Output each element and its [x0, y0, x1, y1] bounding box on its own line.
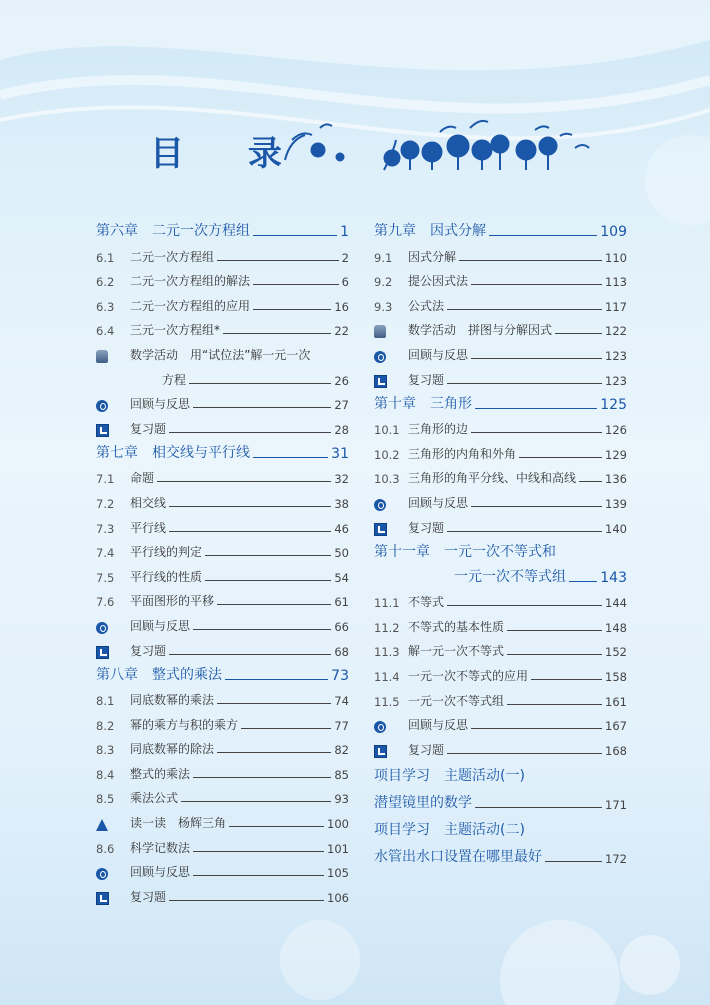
- entry-title: 命题: [130, 471, 155, 486]
- toc-entry: [96, 511, 349, 536]
- page-number: 140: [605, 521, 627, 536]
- leader-line: [447, 605, 602, 606]
- leader-line: [507, 630, 602, 631]
- section-number: 7.6: [96, 595, 115, 610]
- section-number: 8.1: [96, 694, 115, 709]
- toc-entry: [96, 684, 349, 709]
- leader-line: [193, 777, 331, 778]
- toc-entry: [374, 486, 627, 511]
- entry-title: 公式法: [408, 298, 445, 313]
- review-icon: [96, 622, 130, 634]
- section-number: 6.2: [96, 275, 115, 290]
- page-number: 1: [340, 224, 349, 240]
- leader-line: [169, 432, 331, 433]
- page-number: 38: [334, 496, 349, 511]
- entry-title: 回顾与反思: [130, 397, 191, 412]
- page-number: 50: [334, 546, 349, 561]
- page-number: 28: [334, 422, 349, 437]
- leader-line: [181, 801, 331, 802]
- entry-title: 提公因式法: [408, 274, 469, 289]
- leader-line: [475, 408, 597, 409]
- leader-line: [579, 481, 602, 482]
- section-number: 8.4: [96, 767, 115, 782]
- page-title: 目 录: [150, 134, 308, 174]
- page-number: 125: [600, 396, 627, 413]
- section-number: 7.5: [96, 570, 115, 585]
- page-number: 46: [334, 521, 349, 536]
- page-number: 144: [605, 596, 627, 611]
- page-number: 77: [334, 718, 349, 733]
- section-number: 7.3: [96, 521, 115, 536]
- entry-title: 三角形的内角和外角: [408, 446, 517, 461]
- toc-entry: [96, 659, 349, 684]
- activity-icon: [374, 325, 408, 338]
- entry-title: 第十一章 一元一次不等式和: [374, 543, 556, 560]
- toc-entry: [96, 412, 349, 437]
- toc-entry: [374, 338, 627, 363]
- leader-line: [169, 531, 331, 532]
- page-number: 148: [605, 620, 627, 635]
- page-number: 16: [334, 299, 349, 314]
- page-number: 168: [605, 743, 627, 758]
- toc-entry: [96, 265, 349, 290]
- leader-line: [459, 260, 602, 261]
- leader-line: [223, 333, 331, 334]
- page-number: 143: [600, 569, 627, 586]
- page-number: 139: [605, 496, 627, 511]
- page-number: 152: [605, 645, 627, 660]
- leader-line: [519, 457, 602, 458]
- leader-line: [193, 407, 331, 408]
- page-number: 32: [334, 472, 349, 487]
- leader-line: [555, 333, 602, 334]
- page-number: 61: [334, 595, 349, 610]
- section-number: 8.6: [96, 841, 115, 856]
- entry-title: 复习题: [130, 421, 167, 436]
- entry-title: 复习题: [408, 742, 445, 757]
- section-number: 8.5: [96, 792, 115, 807]
- page-number: 161: [605, 694, 627, 709]
- page-number: 66: [334, 619, 349, 634]
- entry-title: 二元一次方程组的解法: [130, 274, 251, 289]
- entry-title: 三角形的边: [408, 422, 469, 437]
- section-number: 6.4: [96, 324, 115, 339]
- toc-entry: [374, 659, 627, 684]
- toc-entry: [374, 511, 627, 536]
- toc-entry: [96, 560, 349, 585]
- leader-line: [471, 432, 602, 433]
- leader-line: [471, 506, 602, 507]
- page-number: 73: [331, 667, 349, 684]
- section-number: 7.1: [96, 472, 115, 487]
- entry-title: 数学活动 用“试位法”解一元一次: [130, 347, 311, 362]
- review-icon: [96, 400, 130, 412]
- entry-title: 读一读 杨辉三角: [130, 816, 227, 831]
- page-number: 123: [605, 348, 627, 363]
- toc-entry: [96, 486, 349, 511]
- activity-icon: [96, 350, 130, 363]
- entry-title: 复习题: [130, 889, 167, 904]
- page-number: 100: [327, 817, 349, 832]
- reading-icon: [96, 819, 130, 831]
- leader-line: [217, 604, 331, 605]
- leader-line: [489, 235, 597, 236]
- toc-entry: [374, 635, 627, 660]
- entry-title: 回顾与反思: [130, 618, 191, 633]
- leader-line: [189, 383, 331, 384]
- toc-entry: [96, 609, 349, 634]
- toc-entry: [374, 289, 627, 314]
- entry-title: 幂的乘方与积的乘方: [130, 717, 239, 732]
- leader-line: [229, 826, 324, 827]
- entry-title: 回顾与反思: [408, 347, 469, 362]
- toc-entry: [374, 839, 627, 866]
- toc-entry: [374, 709, 627, 734]
- page-number: 22: [334, 324, 349, 339]
- leader-line: [193, 875, 324, 876]
- toc-entry: [374, 561, 627, 586]
- entry-title: 一元一次不等式组: [454, 568, 566, 585]
- entry-title: 平行线的判定: [130, 545, 203, 560]
- section-number: 9.3: [374, 299, 393, 314]
- entry-title: 数学活动 拼图与分解因式: [408, 323, 553, 338]
- entry-title: 回顾与反思: [130, 865, 191, 880]
- toc-right-column: [374, 215, 627, 866]
- leader-line: [545, 861, 602, 862]
- entry-title: 项目学习 主题活动(一): [374, 767, 525, 784]
- entry-title: 相交线: [130, 495, 167, 510]
- section-number: 11.1: [374, 596, 400, 611]
- toc-entry: [96, 289, 349, 314]
- section-number: 11.4: [374, 669, 400, 684]
- toc-entry: [96, 338, 349, 363]
- entry-title: 方程: [162, 372, 187, 387]
- toc-entry: [96, 536, 349, 561]
- page-number: 101: [327, 841, 349, 856]
- toc-entry: [374, 413, 627, 438]
- section-number: 11.2: [374, 620, 400, 635]
- page-number: 136: [605, 472, 627, 487]
- toc-entry: [374, 536, 627, 561]
- entry-title: 平行线: [130, 520, 167, 535]
- toc-entry: [374, 586, 627, 611]
- leader-line: [507, 704, 602, 705]
- page-number: 129: [605, 447, 627, 462]
- page-number: 122: [605, 324, 627, 339]
- page-number: 54: [334, 570, 349, 585]
- entry-title: 解一元一次不等式: [408, 644, 505, 659]
- leader-line: [157, 481, 331, 482]
- page-number: 113: [605, 275, 627, 290]
- entry-title: 回顾与反思: [408, 495, 469, 510]
- toc-entry: [96, 437, 349, 462]
- toc-entry: [374, 812, 627, 839]
- leader-line: [205, 555, 331, 556]
- leader-line: [205, 580, 331, 581]
- entry-title: 三元一次方程组*: [130, 323, 221, 338]
- exercise-icon: [96, 892, 130, 905]
- leader-line: [531, 679, 602, 680]
- page-number: 93: [334, 792, 349, 807]
- page-number: 85: [334, 767, 349, 782]
- leader-line: [447, 383, 602, 384]
- toc-entry: [374, 785, 627, 812]
- page-number: 105: [327, 866, 349, 881]
- leader-line: [253, 309, 331, 310]
- toc-left-column: [96, 215, 349, 905]
- review-icon: [374, 721, 408, 733]
- entry-title: 同底数幂的除法: [130, 742, 215, 757]
- toc-entry: [374, 733, 627, 758]
- page-number: 158: [605, 669, 627, 684]
- leader-line: [253, 284, 339, 285]
- entry-title: 复习题: [408, 520, 445, 535]
- entry-title: 一元一次不等式的应用: [408, 668, 529, 683]
- toc-entry: [374, 437, 627, 462]
- toc-entry: [96, 880, 349, 905]
- exercise-icon: [374, 745, 408, 758]
- review-icon: [96, 868, 130, 880]
- page-number: 167: [605, 719, 627, 734]
- exercise-icon: [374, 523, 408, 536]
- review-icon: [374, 499, 408, 511]
- page-number: 110: [605, 250, 627, 265]
- toc-entry: [96, 215, 349, 240]
- page-number: 31: [331, 445, 349, 462]
- section-number: 8.3: [96, 743, 115, 758]
- entry-title: 二元一次方程组: [130, 249, 215, 264]
- section-number: 6.3: [96, 299, 115, 314]
- section-number: 8.2: [96, 718, 115, 733]
- toc-entry: [96, 733, 349, 758]
- toc-entry: [374, 684, 627, 709]
- flower-decoration: [0, 0, 710, 200]
- section-number: 10.3: [374, 472, 400, 487]
- entry-title: 潜望镜里的数学: [374, 794, 472, 811]
- page-number: 172: [605, 851, 627, 866]
- entry-title: 二元一次方程组的应用: [130, 298, 251, 313]
- toc-entry: [374, 610, 627, 635]
- leader-line: [569, 581, 597, 582]
- toc-entry: [374, 314, 627, 339]
- entry-title: 第六章 二元一次方程组: [96, 223, 250, 239]
- entry-title: 一元一次不等式组: [408, 693, 505, 708]
- leader-line: [475, 807, 602, 808]
- page-number: 2: [341, 250, 349, 265]
- entry-title: 科学记数法: [130, 840, 191, 855]
- page-number: 74: [334, 694, 349, 709]
- entry-title: 不等式: [408, 595, 445, 610]
- toc-entry: [374, 265, 627, 290]
- review-icon: [374, 351, 408, 363]
- toc-entry: [96, 782, 349, 807]
- toc-entry: [96, 585, 349, 610]
- leader-line: [169, 506, 331, 507]
- page-number: 82: [334, 743, 349, 758]
- page-number: 68: [334, 644, 349, 659]
- page-number: 109: [600, 224, 627, 240]
- page-number: 117: [605, 299, 627, 314]
- page-number: 126: [605, 423, 627, 438]
- section-number: 10.1: [374, 423, 400, 438]
- leader-line: [169, 900, 324, 901]
- entry-title: 乘法公式: [130, 791, 179, 806]
- toc-entry: [96, 708, 349, 733]
- exercise-icon: [374, 375, 408, 388]
- section-number: 7.2: [96, 496, 115, 511]
- entry-title: 第十章 三角形: [374, 395, 472, 412]
- leader-line: [471, 284, 602, 285]
- section-number: 9.1: [374, 250, 393, 265]
- entry-title: 水管出水口设置在哪里最好: [374, 848, 542, 865]
- entry-title: 同底数幂的乘法: [130, 693, 215, 708]
- entry-title: 复习题: [130, 643, 167, 658]
- entry-title: 平行线的性质: [130, 569, 203, 584]
- leader-line: [253, 457, 328, 458]
- toc-entry: [374, 240, 627, 265]
- toc-entry: [96, 388, 349, 413]
- toc-entry: [374, 758, 627, 785]
- toc-entry: [96, 363, 349, 388]
- leader-line: [225, 679, 328, 680]
- leader-line: [507, 654, 602, 655]
- toc-entry: [96, 314, 349, 339]
- page-number: 26: [334, 373, 349, 388]
- leader-line: [217, 752, 331, 753]
- exercise-icon: [96, 424, 130, 437]
- entry-title: 第九章 因式分解: [374, 223, 486, 239]
- section-number: 11.3: [374, 645, 400, 660]
- toc-entry: [96, 757, 349, 782]
- exercise-icon: [96, 646, 130, 659]
- section-number: 10.2: [374, 447, 400, 462]
- leader-line: [217, 703, 331, 704]
- leader-line: [447, 531, 602, 532]
- page-number: 123: [605, 373, 627, 388]
- page-number: 171: [605, 797, 627, 812]
- leader-line: [193, 629, 331, 630]
- entry-title: 因式分解: [408, 249, 457, 264]
- toc-entry: [374, 215, 627, 240]
- toc-entry: [374, 363, 627, 388]
- entry-title: 平面图形的平移: [130, 594, 215, 609]
- page-number: 6: [341, 275, 349, 290]
- toc-entry: [374, 462, 627, 487]
- toc-entry: [96, 462, 349, 487]
- entry-title: 项目学习 主题活动(二): [374, 821, 525, 838]
- entry-title: 不等式的基本性质: [408, 619, 505, 634]
- leader-line: [253, 235, 337, 236]
- leader-line: [193, 851, 324, 852]
- entry-title: 三角形的角平分线、中线和高线: [408, 471, 577, 486]
- toc-entry: [96, 856, 349, 881]
- page-number: 27: [334, 398, 349, 413]
- entry-title: 第八章 整式的乘法: [96, 666, 222, 683]
- leader-line: [471, 728, 602, 729]
- leader-line: [169, 654, 331, 655]
- entry-title: 复习题: [408, 372, 445, 387]
- section-number: 9.2: [374, 275, 393, 290]
- toc-entry: [96, 831, 349, 856]
- leader-line: [447, 309, 602, 310]
- toc-entry: [374, 388, 627, 413]
- entry-title: 回顾与反思: [408, 718, 469, 733]
- leader-line: [217, 260, 339, 261]
- leader-line: [471, 358, 602, 359]
- leader-line: [241, 728, 331, 729]
- section-number: 7.4: [96, 546, 115, 561]
- leader-line: [447, 753, 602, 754]
- entry-title: 第七章 相交线与平行线: [96, 444, 250, 461]
- toc-entry: [96, 240, 349, 265]
- toc-entry: [96, 634, 349, 659]
- entry-title: 整式的乘法: [130, 766, 191, 781]
- page-number: 106: [327, 890, 349, 905]
- toc-entry: [96, 806, 349, 831]
- section-number: 6.1: [96, 250, 115, 265]
- section-number: 11.5: [374, 694, 400, 709]
